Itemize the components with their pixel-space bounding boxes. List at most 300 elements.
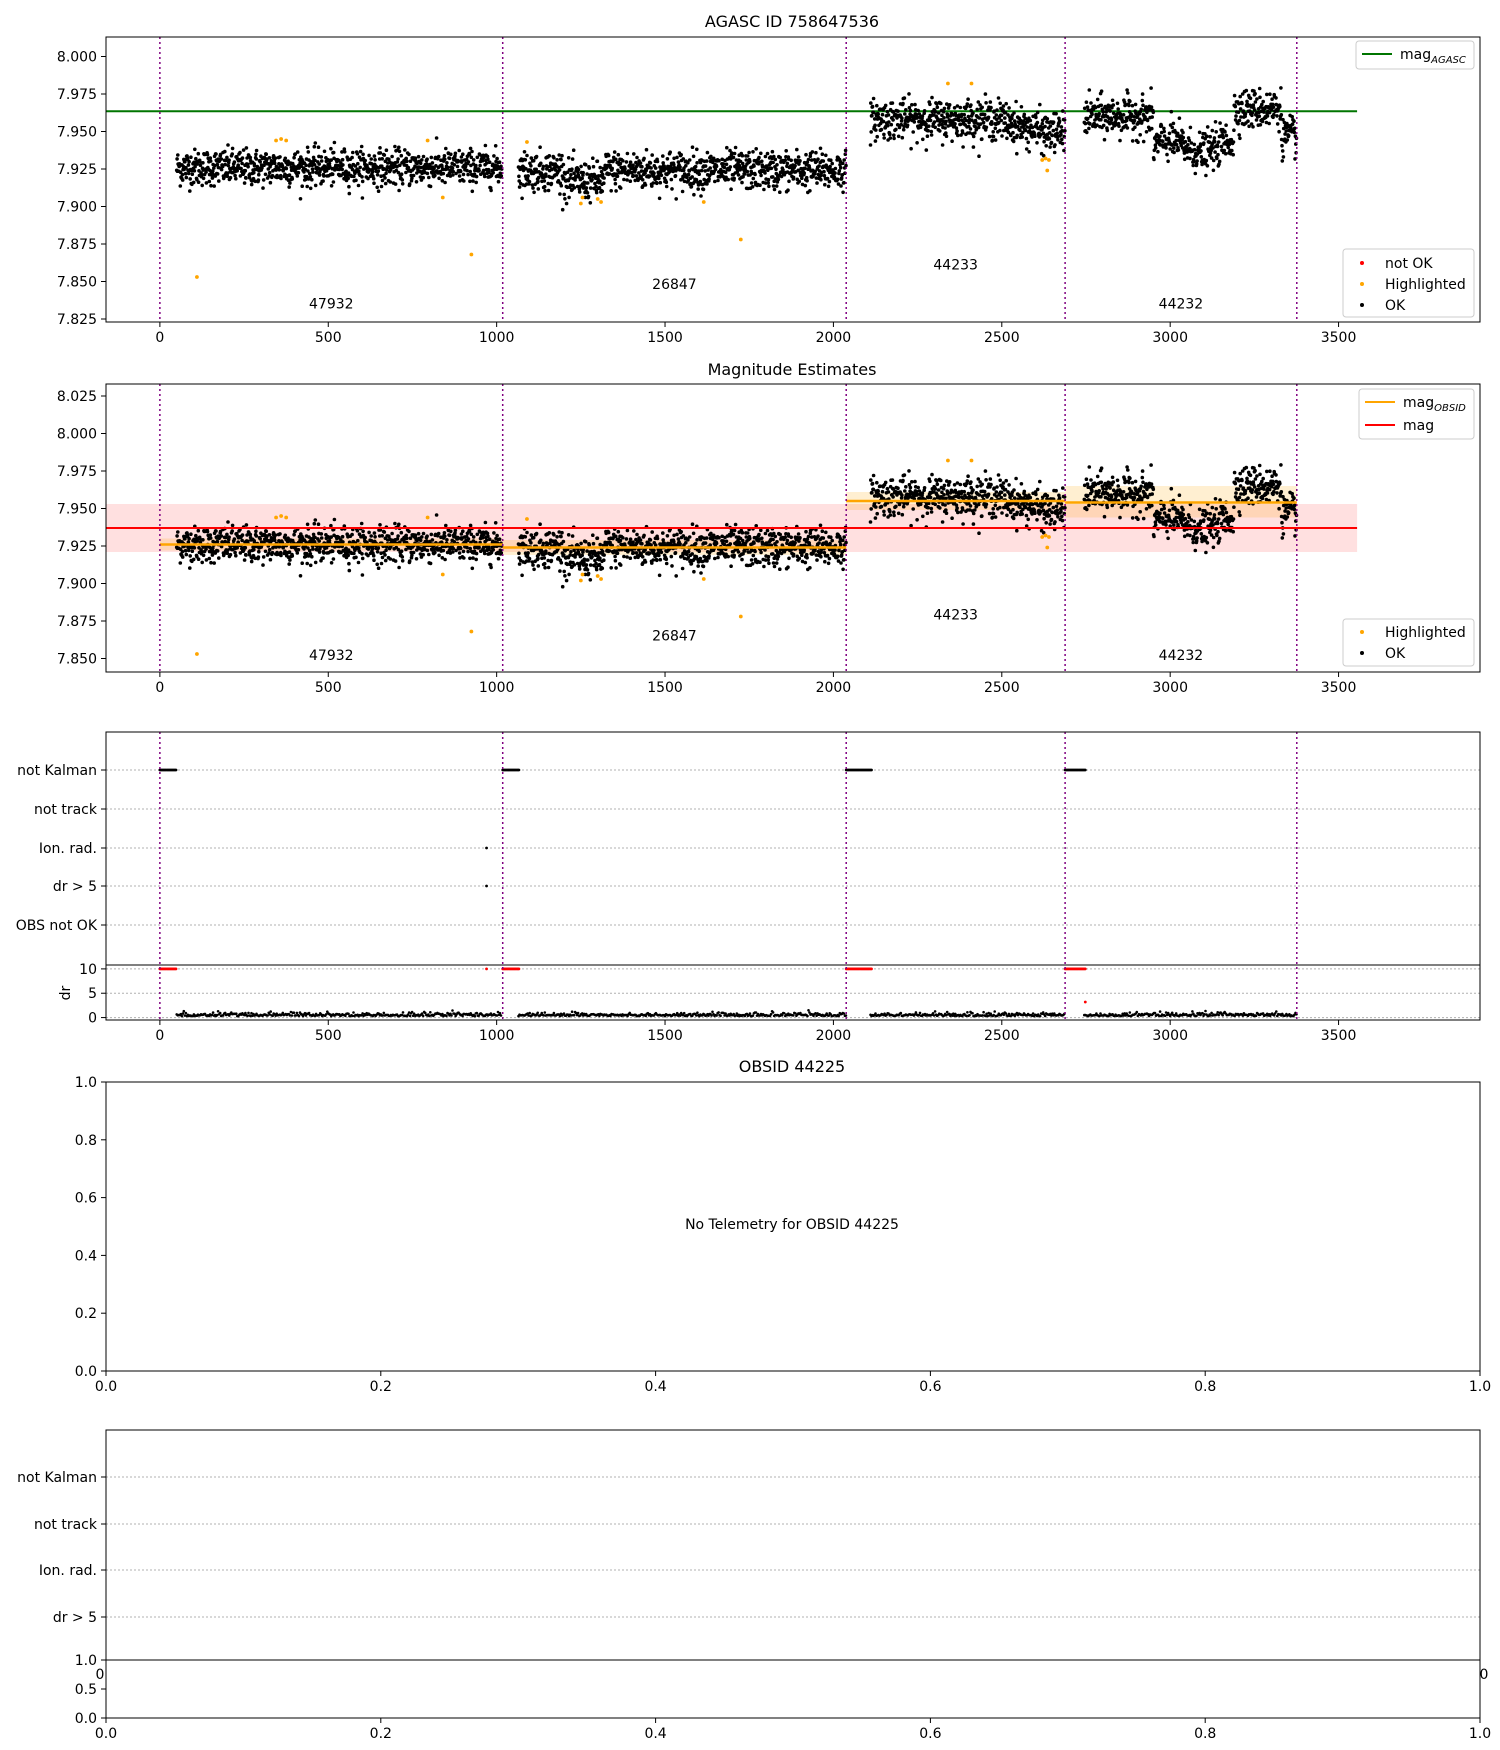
ok-point bbox=[591, 533, 595, 537]
ok-point bbox=[279, 554, 283, 558]
ok-point bbox=[314, 184, 318, 188]
ok-point bbox=[244, 176, 248, 180]
ok-point bbox=[602, 181, 606, 185]
ok-point bbox=[695, 538, 699, 542]
ok-point bbox=[318, 550, 322, 554]
ok-point bbox=[361, 196, 365, 200]
ok-point bbox=[233, 160, 237, 164]
ok-point bbox=[978, 116, 982, 120]
ok-point bbox=[783, 159, 787, 163]
ok-point bbox=[361, 530, 365, 534]
ok-point bbox=[672, 540, 676, 544]
ok-point bbox=[729, 564, 733, 568]
ok-point bbox=[341, 535, 345, 539]
ok-point bbox=[652, 549, 656, 553]
ok-point bbox=[536, 180, 540, 184]
ok-point bbox=[185, 553, 189, 557]
ok-point bbox=[759, 529, 763, 533]
ok-point bbox=[642, 534, 646, 538]
ok-point bbox=[699, 194, 703, 198]
ok-point bbox=[465, 169, 469, 173]
ok-point bbox=[760, 537, 764, 541]
ok-point bbox=[430, 533, 434, 537]
ok-point bbox=[535, 155, 539, 159]
ok-point bbox=[1139, 108, 1143, 112]
ok-point bbox=[778, 156, 782, 160]
ok-point bbox=[691, 145, 695, 149]
ok-point bbox=[1025, 147, 1029, 151]
ok-point bbox=[309, 187, 313, 191]
ok-point bbox=[401, 555, 405, 559]
ok-point bbox=[426, 549, 430, 553]
ok-point bbox=[784, 149, 788, 153]
ok-point bbox=[1096, 98, 1100, 102]
ok-point bbox=[929, 119, 933, 123]
ok-point bbox=[829, 158, 833, 162]
ok-point bbox=[944, 120, 948, 124]
ok-point bbox=[943, 107, 947, 111]
ok-point bbox=[484, 521, 488, 525]
ok-point bbox=[1287, 134, 1291, 138]
ok-point bbox=[989, 106, 993, 110]
ok-point bbox=[706, 151, 710, 155]
ok-point bbox=[235, 546, 239, 550]
ok-point bbox=[523, 150, 527, 154]
ok-point bbox=[1052, 120, 1056, 124]
ok-point bbox=[330, 561, 334, 565]
ok-point bbox=[1195, 159, 1199, 163]
ok-point bbox=[1222, 136, 1226, 140]
ok-point bbox=[640, 542, 644, 546]
ok-point bbox=[741, 539, 745, 543]
ok-point bbox=[841, 568, 845, 572]
ok-point bbox=[1060, 125, 1064, 129]
ok-point bbox=[826, 177, 830, 181]
ok-point bbox=[588, 166, 592, 170]
ok-point bbox=[888, 510, 892, 514]
ok-point bbox=[317, 162, 321, 166]
ok-point bbox=[1015, 152, 1019, 156]
ok-point bbox=[1280, 144, 1284, 148]
ok-point bbox=[567, 533, 571, 537]
ok-point bbox=[175, 157, 179, 161]
ok-point bbox=[1211, 129, 1215, 133]
ok-point bbox=[420, 535, 424, 539]
ok-point bbox=[380, 562, 384, 566]
ok-point bbox=[992, 135, 996, 139]
ok-point bbox=[187, 160, 191, 164]
ok-point bbox=[656, 160, 660, 164]
ok-point bbox=[468, 557, 472, 561]
ok-point bbox=[235, 169, 239, 173]
ok-point bbox=[401, 182, 405, 186]
ok-point bbox=[1026, 141, 1030, 145]
ok-point bbox=[826, 554, 830, 558]
ok-point bbox=[757, 533, 761, 537]
ok-point bbox=[1293, 131, 1297, 135]
ok-point bbox=[1217, 140, 1221, 144]
ok-point bbox=[437, 532, 441, 536]
ok-point bbox=[713, 180, 717, 184]
ok-point bbox=[1142, 140, 1146, 144]
ok-point bbox=[1220, 145, 1224, 149]
ok-point bbox=[1152, 111, 1156, 115]
ok-point bbox=[659, 558, 663, 562]
ok-point bbox=[378, 523, 382, 527]
ok-point bbox=[815, 558, 819, 562]
ok-point bbox=[1164, 146, 1168, 150]
ok-point bbox=[804, 184, 808, 188]
ok-point bbox=[705, 159, 709, 163]
ok-point bbox=[792, 176, 796, 180]
ok-point bbox=[821, 529, 825, 533]
ok-point bbox=[373, 535, 377, 539]
ok-point bbox=[674, 197, 678, 201]
ok-point bbox=[842, 181, 846, 185]
ok-point bbox=[691, 522, 695, 526]
ok-point bbox=[1116, 107, 1120, 111]
p1-xtick-label: 3000 bbox=[1152, 330, 1188, 346]
ok-point bbox=[901, 102, 905, 106]
ok-point bbox=[429, 562, 433, 566]
ok-point bbox=[307, 150, 311, 154]
ok-point bbox=[942, 116, 946, 120]
ok-point bbox=[762, 188, 766, 192]
ok-point bbox=[193, 148, 197, 152]
ok-point bbox=[973, 131, 977, 135]
ok-point bbox=[412, 174, 416, 178]
ok-point bbox=[296, 150, 300, 154]
highlighted-point bbox=[581, 196, 585, 200]
ok-point bbox=[971, 111, 975, 115]
ok-point bbox=[998, 129, 1002, 133]
ok-point bbox=[608, 549, 612, 553]
ok-point bbox=[649, 161, 653, 165]
ok-point bbox=[245, 523, 249, 527]
ok-point bbox=[379, 151, 383, 155]
ok-point bbox=[1240, 102, 1244, 106]
ok-point bbox=[318, 173, 322, 177]
p1-ytick-label: 7.950 bbox=[56, 124, 97, 141]
ok-point bbox=[887, 120, 891, 124]
ok-point bbox=[384, 172, 388, 176]
ok-point bbox=[427, 553, 431, 557]
ok-point bbox=[700, 169, 704, 173]
ok-point bbox=[385, 148, 389, 152]
ok-point bbox=[748, 160, 752, 164]
ok-point bbox=[1005, 137, 1009, 141]
ok-point bbox=[397, 146, 401, 150]
ok-point bbox=[659, 181, 663, 185]
ok-point bbox=[354, 179, 358, 183]
ok-point bbox=[811, 150, 815, 154]
ok-point bbox=[882, 133, 886, 137]
ok-point bbox=[872, 474, 876, 478]
ok-point bbox=[732, 533, 736, 537]
ok-point bbox=[786, 162, 790, 166]
ok-point bbox=[613, 178, 617, 182]
ok-point bbox=[629, 179, 633, 183]
ok-point bbox=[944, 131, 948, 135]
ok-point bbox=[373, 158, 377, 162]
ok-point bbox=[558, 569, 562, 573]
ok-point bbox=[822, 159, 826, 163]
ok-point bbox=[497, 180, 501, 184]
ok-point bbox=[690, 175, 694, 179]
ok-point bbox=[998, 102, 1002, 106]
ok-point bbox=[471, 179, 475, 183]
ok-point bbox=[543, 185, 547, 189]
ok-point bbox=[1245, 89, 1249, 93]
ok-point bbox=[268, 156, 272, 160]
ok-point bbox=[795, 148, 799, 152]
ok-point bbox=[823, 560, 827, 564]
ok-point bbox=[456, 165, 460, 169]
ok-point bbox=[330, 184, 334, 188]
ok-point bbox=[891, 495, 895, 499]
ok-point bbox=[650, 184, 654, 188]
ok-point bbox=[459, 170, 463, 174]
ok-point bbox=[613, 555, 617, 559]
ok-point bbox=[655, 559, 659, 563]
ok-point bbox=[274, 156, 278, 160]
ok-point bbox=[787, 180, 791, 184]
ok-point bbox=[373, 154, 377, 158]
ok-point bbox=[714, 168, 718, 172]
ok-point bbox=[1029, 119, 1033, 123]
ok-point bbox=[972, 135, 976, 139]
ok-point bbox=[823, 174, 827, 178]
ok-point bbox=[397, 566, 401, 570]
ok-point bbox=[175, 534, 179, 538]
ok-point bbox=[306, 523, 310, 527]
ok-point bbox=[629, 537, 633, 541]
ok-point bbox=[443, 181, 447, 185]
ok-point bbox=[204, 170, 208, 174]
ok-point bbox=[1099, 118, 1103, 122]
ok-point bbox=[518, 185, 522, 189]
ok-point bbox=[609, 566, 613, 570]
ok-point bbox=[322, 551, 326, 555]
ok-point bbox=[687, 550, 691, 554]
ok-point bbox=[740, 558, 744, 562]
ok-point bbox=[383, 176, 387, 180]
ok-point bbox=[902, 128, 906, 132]
ok-point bbox=[467, 537, 471, 541]
ok-point bbox=[752, 164, 756, 168]
ok-point bbox=[781, 168, 785, 172]
ok-point bbox=[1055, 128, 1059, 132]
ok-point bbox=[1272, 113, 1276, 117]
ok-point bbox=[1255, 118, 1259, 122]
ok-point bbox=[870, 114, 874, 118]
ok-point bbox=[360, 145, 364, 149]
ok-point bbox=[425, 157, 429, 161]
ok-point bbox=[945, 134, 949, 138]
ok-point bbox=[377, 546, 381, 550]
ok-point bbox=[321, 556, 325, 560]
ok-point bbox=[341, 540, 345, 544]
ok-point bbox=[807, 158, 811, 162]
obsid-label: 26847 bbox=[652, 277, 697, 293]
ok-point bbox=[1234, 114, 1238, 118]
ok-point bbox=[827, 562, 831, 566]
ok-point bbox=[538, 145, 542, 149]
ok-point bbox=[269, 558, 273, 562]
ok-point bbox=[699, 557, 703, 561]
ok-point bbox=[1087, 127, 1091, 131]
ok-point bbox=[650, 561, 654, 565]
ok-point bbox=[830, 539, 834, 543]
ok-point bbox=[808, 189, 812, 193]
ok-point bbox=[1213, 136, 1217, 140]
ok-point bbox=[695, 161, 699, 165]
ok-point bbox=[539, 539, 543, 543]
ok-point bbox=[959, 123, 963, 127]
ok-point bbox=[314, 141, 318, 145]
ok-point bbox=[238, 151, 242, 155]
ok-point bbox=[257, 173, 261, 177]
ok-point bbox=[457, 149, 461, 153]
ok-point bbox=[619, 186, 623, 190]
ok-point bbox=[767, 562, 771, 566]
ok-point bbox=[985, 126, 989, 130]
ok-point bbox=[1191, 164, 1195, 168]
ok-point bbox=[532, 191, 536, 195]
ok-point bbox=[679, 153, 683, 157]
ok-point bbox=[786, 539, 790, 543]
ok-point bbox=[1012, 111, 1016, 115]
ok-point bbox=[725, 523, 729, 527]
ok-point bbox=[537, 176, 541, 180]
legend-point-label: not OK bbox=[1385, 256, 1433, 272]
ok-point bbox=[184, 549, 188, 553]
ok-point bbox=[670, 564, 674, 568]
ok-point bbox=[1249, 97, 1253, 101]
p1-ytick-label: 7.825 bbox=[56, 312, 97, 328]
ok-point bbox=[192, 558, 196, 562]
ok-point bbox=[777, 555, 781, 559]
ok-point bbox=[578, 567, 582, 571]
ok-point bbox=[472, 535, 476, 539]
ok-point bbox=[443, 158, 447, 162]
ok-point bbox=[467, 160, 471, 164]
ok-point bbox=[936, 106, 940, 110]
ok-point bbox=[789, 536, 793, 540]
ok-point bbox=[1050, 134, 1054, 138]
ok-point bbox=[872, 97, 876, 101]
ok-point bbox=[1007, 106, 1011, 110]
ok-point bbox=[317, 539, 321, 543]
ok-point bbox=[1281, 149, 1285, 153]
ok-point bbox=[400, 172, 404, 176]
ok-point bbox=[962, 113, 966, 117]
ok-point bbox=[558, 192, 562, 196]
ok-point bbox=[242, 148, 246, 152]
ok-point bbox=[587, 195, 591, 199]
ok-point bbox=[641, 555, 645, 559]
ok-point bbox=[1172, 151, 1176, 155]
ok-point bbox=[1003, 121, 1007, 125]
ok-point bbox=[393, 522, 397, 526]
ok-point bbox=[526, 551, 530, 555]
ok-point bbox=[531, 186, 535, 190]
ok-point bbox=[819, 524, 823, 528]
ok-point bbox=[687, 173, 691, 177]
ok-point bbox=[1175, 143, 1179, 147]
ok-point bbox=[1041, 122, 1045, 126]
ok-point bbox=[400, 154, 404, 158]
ok-point bbox=[261, 186, 265, 190]
ok-point bbox=[715, 542, 719, 546]
ok-point bbox=[331, 550, 335, 554]
ok-point bbox=[774, 158, 778, 162]
ok-point bbox=[839, 561, 843, 565]
ok-point bbox=[320, 159, 324, 163]
ok-point bbox=[1188, 157, 1192, 161]
highlighted-point bbox=[739, 238, 743, 242]
ok-point bbox=[306, 146, 310, 150]
ok-point bbox=[1134, 103, 1138, 107]
ok-point bbox=[1165, 153, 1169, 157]
ok-point bbox=[216, 549, 220, 553]
ok-point bbox=[1214, 130, 1218, 134]
ok-point bbox=[640, 165, 644, 169]
ok-point bbox=[1062, 149, 1066, 153]
ok-point bbox=[488, 160, 492, 164]
ok-point bbox=[639, 538, 643, 542]
ok-point bbox=[816, 534, 820, 538]
ok-point bbox=[660, 551, 664, 555]
p1-xtick-label: 3500 bbox=[1320, 330, 1357, 346]
ok-point bbox=[426, 172, 430, 176]
ok-point bbox=[657, 554, 661, 558]
ok-point bbox=[1127, 104, 1131, 108]
ok-point bbox=[529, 541, 533, 545]
ok-point bbox=[292, 156, 296, 160]
ok-point bbox=[532, 159, 536, 163]
ok-point bbox=[296, 551, 300, 555]
highlighted-point bbox=[702, 200, 706, 204]
ok-point bbox=[341, 163, 345, 167]
ok-point bbox=[797, 155, 801, 159]
ok-point bbox=[202, 177, 206, 181]
ok-point bbox=[1212, 169, 1216, 173]
ok-point bbox=[766, 181, 770, 185]
ok-point bbox=[569, 550, 573, 554]
ok-point bbox=[1278, 105, 1282, 109]
ok-point bbox=[717, 159, 721, 163]
ok-point bbox=[939, 102, 943, 106]
ok-point bbox=[361, 180, 365, 184]
ok-point bbox=[206, 530, 210, 534]
ok-point bbox=[233, 174, 237, 178]
ok-point bbox=[279, 177, 283, 181]
ok-point bbox=[822, 536, 826, 540]
ok-point bbox=[305, 562, 309, 566]
ok-point bbox=[694, 165, 698, 169]
ok-point bbox=[1015, 134, 1019, 138]
ok-point bbox=[547, 566, 551, 570]
highlighted-point bbox=[1045, 169, 1049, 173]
ok-point bbox=[486, 534, 490, 538]
ok-point bbox=[608, 172, 612, 176]
ok-point bbox=[555, 535, 559, 539]
ok-point bbox=[1061, 109, 1065, 113]
ok-point bbox=[642, 157, 646, 161]
ok-point bbox=[567, 573, 571, 577]
ok-point bbox=[716, 556, 720, 560]
